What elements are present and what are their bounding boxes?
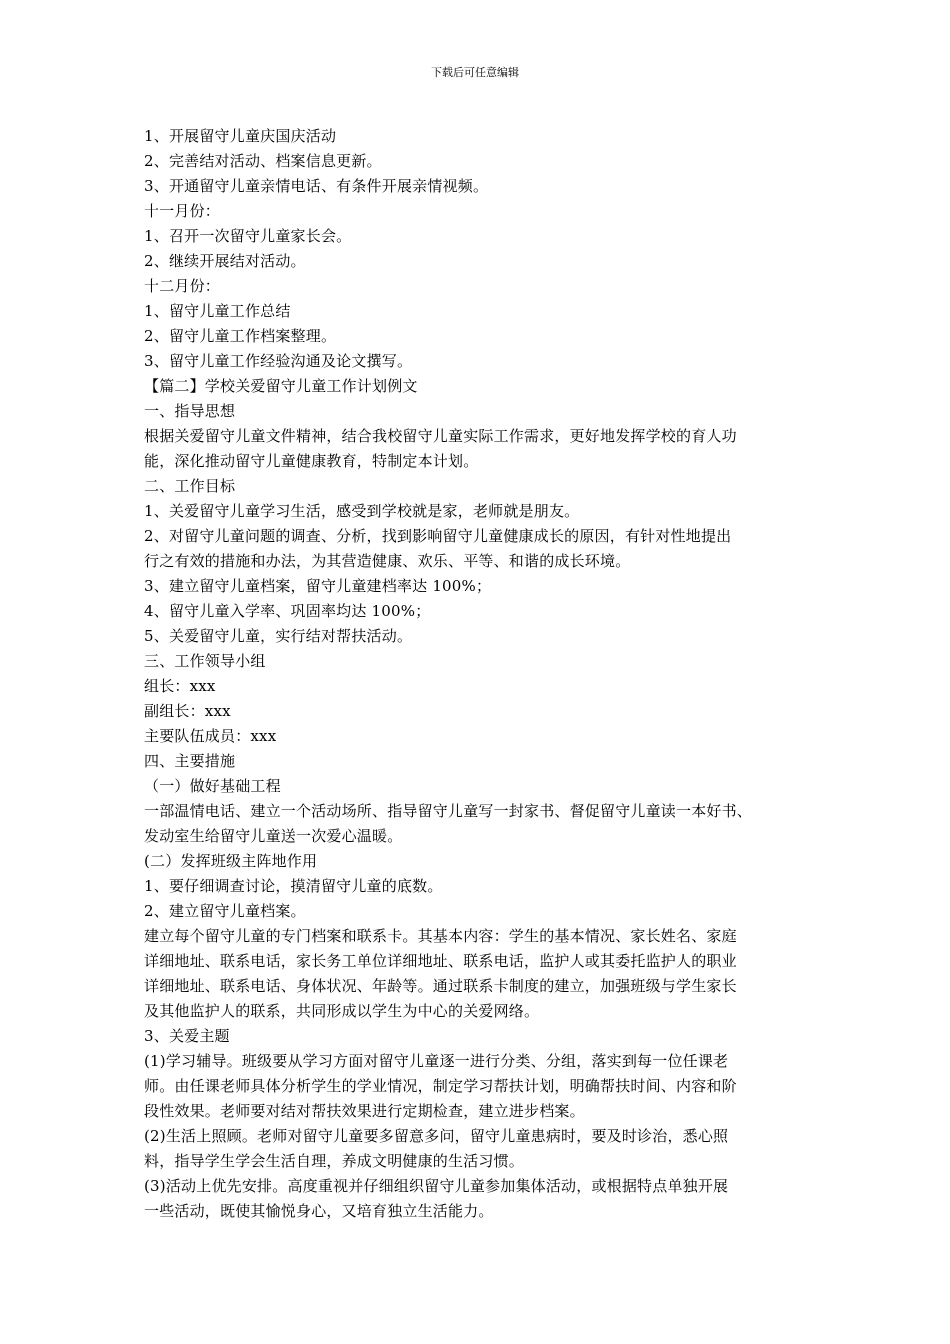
section-heading: 二、工作目标 [144, 477, 236, 495]
text-line: 建立每个留守儿童的专门档案和联系卡。其基本内容：学生的基本情况、家长姓名、家庭 [144, 927, 737, 945]
text-line: 主要队伍成员：xxx [144, 727, 277, 745]
text-line: 2、对留守儿童问题的调查、分析，找到影响留守儿童健康成长的原因，有针对性地提出 [144, 527, 732, 545]
month-heading: 十一月份： [144, 202, 221, 220]
text-line: 2、建立留守儿童档案。 [144, 902, 306, 920]
text-line: 及其他监护人的联系，共同形成以学生为中心的关爱网络。 [144, 1002, 540, 1020]
text-line: 发动室生给留守儿童送一次爱心温暖。 [144, 827, 403, 845]
text-line: 详细地址、联系电话，家长务工单位详细地址、联系电话，监护人或其委托监护人的职业 [144, 952, 737, 970]
text-line: 3、建立留守儿童档案，留守儿童建档率达 100%； [144, 577, 492, 595]
page-header: 下载后可任意编辑 [431, 66, 519, 79]
subsection-heading: (二）发挥班级主阵地作用 [144, 852, 318, 870]
text-line: 1、开展留守儿童庆国庆活动 [144, 127, 337, 145]
section-heading: 四、主要措施 [144, 752, 236, 770]
section-heading: 三、工作领导小组 [144, 652, 266, 670]
text-line: 组长：xxx [144, 677, 216, 695]
text-line: 2、完善结对活动、档案信息更新。 [144, 152, 382, 170]
text-line: 行之有效的措施和办法，为其营造健康、欢乐、平等、和谐的成长环境。 [144, 552, 631, 570]
text-line: 1、要仔细调查讨论，摸清留守儿童的底数。 [144, 877, 443, 895]
document-body [144, 124, 816, 1224]
text-line: 3、关爱主题 [144, 1027, 230, 1045]
text-line: 4、留守儿童入学率、巩固率均达 100%； [144, 602, 431, 620]
text-line: 1、留守儿童工作总结 [144, 302, 291, 320]
text-line: 2、继续开展结对活动。 [144, 252, 306, 270]
text-line: 3、开通留守儿童亲情电话、有条件开展亲情视频。 [144, 177, 489, 195]
text-line: 副组长：xxx [144, 702, 231, 720]
text-line: 一部温情电话、建立一个活动场所、指导留守儿童写一封家书、督促留守儿童读一本好书、 [144, 802, 753, 820]
month-heading: 十二月份： [144, 277, 221, 295]
text-line: 料，指导学生学会生活自理，养成文明健康的生活习惯。 [144, 1152, 525, 1170]
text-line: 1、关爱留守儿童学习生活，感受到学校就是家，老师就是朋友。 [144, 502, 580, 520]
section-heading: 一、指导思想 [144, 402, 236, 420]
text-line: 师。由任课老师具体分析学生的学业情况，制定学习帮扶计划，明确帮扶时间、内容和阶 [144, 1077, 737, 1095]
text-line: 2、留守儿童工作档案整理。 [144, 327, 337, 345]
text-line: (3)活动上优先安排。高度重视并仔细组织留守儿童参加集体活动，或根据特点单独开展 [144, 1177, 729, 1195]
text-line: 详细地址、联系电话、身体状况、年龄等。通过联系卡制度的建立，加强班级与学生家长 [144, 977, 737, 995]
text-line: 3、留守儿童工作经验沟通及论文撰写。 [144, 352, 413, 370]
text-line: 根据关爱留守儿童文件精神，结合我校留守儿童实际工作需求，更好地发挥学校的育人功 [144, 427, 737, 445]
text-line: (1)学习辅导。班级要从学习方面对留守儿童逐一进行分类、分组，落实到每一位任课老 [144, 1052, 729, 1070]
subsection-heading: （一）做好基础工程 [144, 777, 281, 795]
text-line: 段性效果。老师要对结对帮扶效果进行定期检查，建立进步档案。 [144, 1102, 585, 1120]
text-line: 一些活动，既使其愉悦身心，又培育独立生活能力。 [144, 1202, 494, 1220]
section-title: 【篇二】学校关爱留守儿童工作计划例文 [144, 377, 418, 395]
text-line: 1、召开一次留守儿童家长会。 [144, 227, 352, 245]
text-line: 能，深化推动留守儿童健康教育，特制定本计划。 [144, 452, 479, 470]
text-line: 5、关爱留守儿童，实行结对帮扶活动。 [144, 627, 413, 645]
text-line: (2)生活上照顾。老师对留守儿童要多留意多问，留守儿童患病时，要及时诊治，悉心照 [144, 1127, 729, 1145]
